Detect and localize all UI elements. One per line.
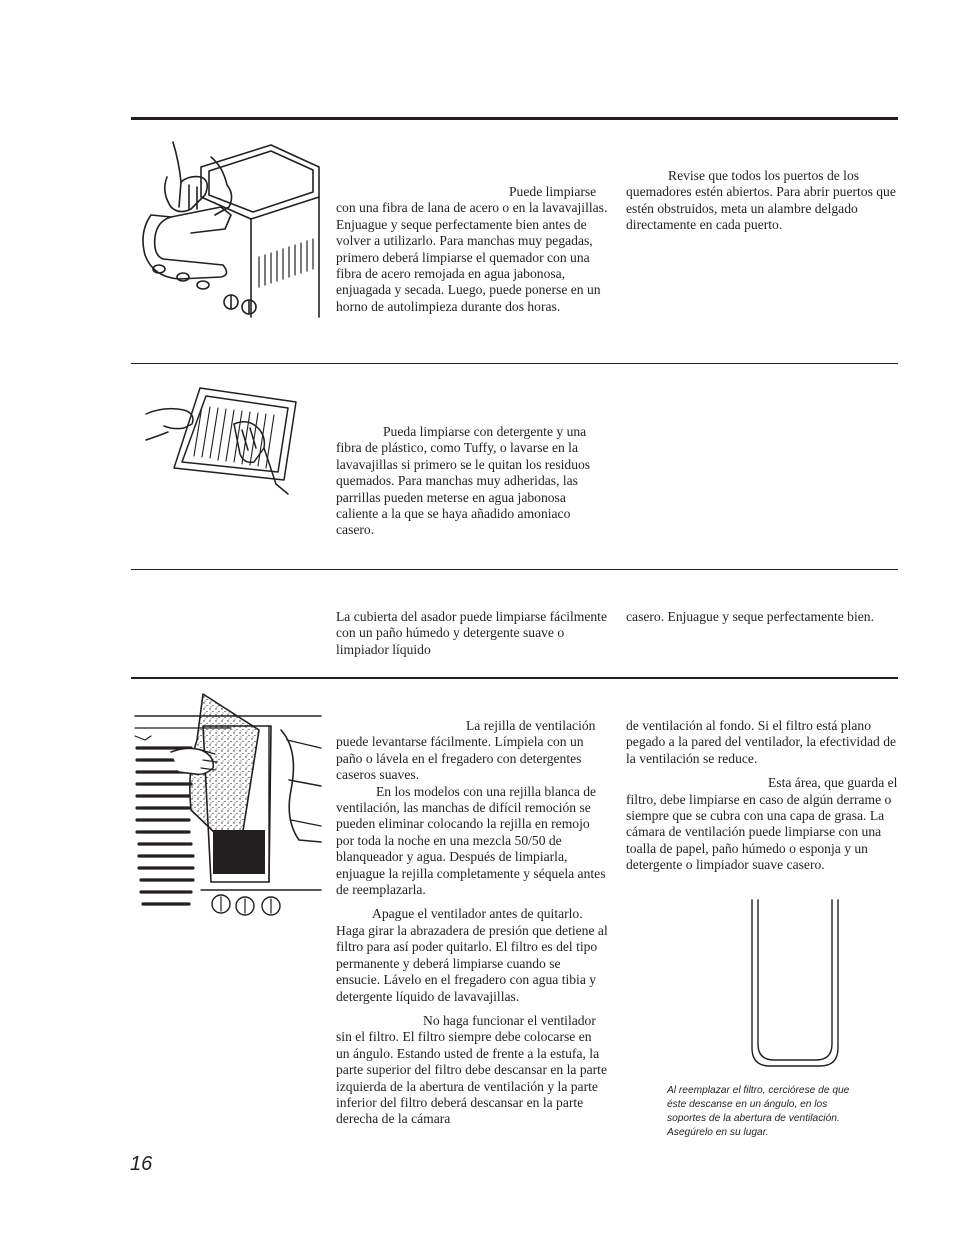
vent-paragraph-4: No haga funcionar el ventilador sin el filtro. El filtro siempre debe colocarse en un ángulo. Estando usted de frente a la estufa, la parte superior del filtro debe descansar en la parte izquierda de la abertura de ventilación y la parte inferior del filtro deberá descansar en la parte derecha de la cámara [336,1012,607,1127]
vent-paragraph-3: Apague el ventilador antes de quitarlo. Haga girar la abrazadera de presión que detiene al filtro para así poder quitarlo. El filtro es del tipo permanente y deberá limpiarse cuando se ensucie. Lávelo en el fregadero con agua tibia y detergente líquido de lavavajillas. [336,906,608,1004]
section-divider-3 [131,677,898,679]
grill-cover-paragraph-right: casero. Enjuague y seque perfectamente bien. [626,609,874,624]
filter-angle-diagram [748,898,842,1072]
burner-ports-paragraph: Revise que todos los puertos de los quemadores estén abiertos. Para abrir puertos que estén obstruidos, meta un alambre delgado directamente en cada puerto. [626,168,896,233]
grill-cover-paragraph-left: La cubierta del asador puede limpiarse fácilmente con un paño húmedo y detergente suave o limpiador líquido [336,609,607,657]
grate-cleaning-illustration [144,384,304,496]
section-divider-1 [131,363,898,364]
vent-text-right [626,718,898,874]
grate-cleaning-text [336,424,608,539]
vent-paragraph-1: La rejilla de ventilación puede levantarse fácilmente. Límpiela con un paño o lávela en el fregadero con detergentes caseros suaves. [336,718,596,783]
burner-cleaning-paragraph: Puede limpiarse con una fibra de lana de acero o en la lavavajillas. Enjuague y seque perfectamente bien antes de volver a utilizarlo. Para manchas muy pegadas, primero deberá limpiarse el quemador con una fibra de acero remojada en agua jabonosa, enjuagada y secada. Luego, puede ponerse en un horno de autolimpieza durante dos horas. [336,184,608,314]
grill-cover-text-left [336,609,608,658]
burner-ports-text [626,168,898,234]
filter-caption: Al reemplazar el filtro, cerciórese de que éste descanse en un ángulo, en los soportes de la abertura de ventilación. Asegúrelo en su lugar. [667,1085,850,1138]
burner-cleaning-text [336,184,608,315]
vent-filter-illustration [131,690,323,925]
top-rule [131,117,898,120]
grill-cover-text-right [626,609,898,625]
vent-paragraph-2: En los modelos con una rejilla blanca de ventilación, las manchas de difícil remoción se pueden eliminar colocando la rejilla en remojo por toda la noche en una mezcla 50/50 de blanqueador y agua. Después de limpiarla, enjuague la rejilla completamente y séquela antes de reemplazarla. [336,783,606,898]
grate-cleaning-paragraph: Pueda limpiarse con detergente y una fibra de plástico, como Tuffy, o lavarse en la lavavajillas si primero se le quitan los residuos quemados. Para manchas muy adheridas, las parrillas pueden meterse en agua jabonosa caliente a la que se haya añadido amoniaco casero. [336,424,591,538]
vent-right-paragraph-1: de ventilación al fondo. Si el filtro está plano pegado a la pared del ventilador, la efectividad de la ventilación se reduce. [626,718,897,766]
burner-cleaning-illustration [131,137,321,319]
vent-text-left [336,718,608,1128]
page-number: 16 [130,1153,153,1175]
vent-right-paragraph-2: Esta área, que guarda el filtro, debe limpiarse en caso de algún derrame o siempre que se cubra con una capa de grasa. La cámara de ventilación puede limpiarse con una toalla de papel, paño húmedo o esponja y un detergente o limpiador suave casero. [626,775,898,873]
section-divider-2 [131,569,898,570]
